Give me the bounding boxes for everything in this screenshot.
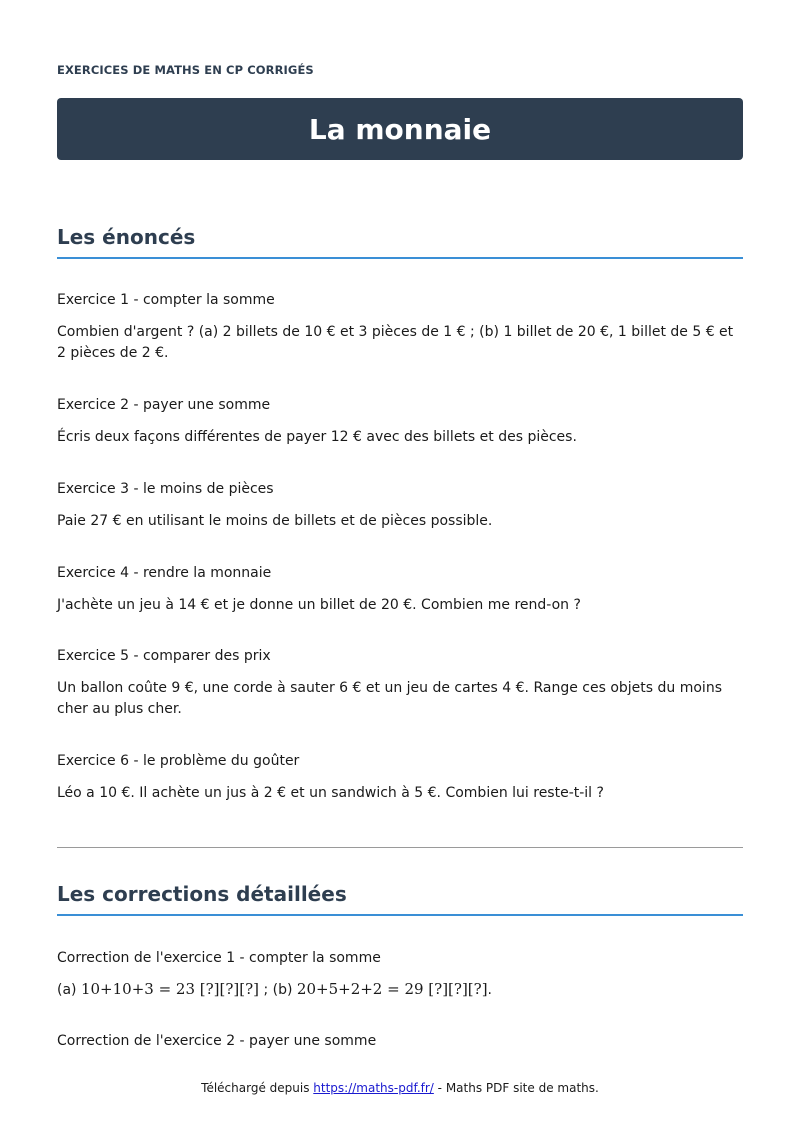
title-banner — [57, 98, 743, 160]
correction-1-math-b: 20+5+2+2 = 29 [?][?][?] — [296, 980, 488, 998]
exercise-4-title: Exercice 4 - rendre la monnaie — [57, 565, 272, 581]
statements-heading: Les énoncés — [57, 225, 743, 259]
correction-1-label-a: (a) — [57, 982, 77, 998]
exercise-2-text: Écris deux façons différentes de payer 12 € avec des billets et des pièces. — [57, 429, 577, 445]
correction-1-separator: ; (b) — [263, 982, 293, 998]
exercise-1-text: Combien d'argent ? (a) 2 billets de 10 € et 3 pièces de 1 € ; (b) 1 billet de 20 €, 1 billet de 5 € et 2 pièces de 2 €. — [57, 324, 734, 361]
exercise-5-title: Exercice 5 - comparer des prix — [57, 648, 271, 664]
page-footer — [0, 1081, 800, 1095]
correction-1-math-a: 10+10+3 = 23 [?][?][?] — [80, 980, 260, 998]
exercise-3-text: Paie 27 € en utilisant le moins de billets et de pièces possible. — [57, 513, 493, 529]
footer-link[interactable]: https://maths-pdf.fr/ — [313, 1081, 434, 1095]
correction-1-title: Correction de l'exercice 1 - compter la somme — [57, 950, 381, 966]
correction-2-title: Correction de l'exercice 2 - payer une somme — [57, 1033, 377, 1049]
correction-1-end: . — [487, 982, 492, 998]
section-divider — [57, 847, 743, 848]
footer-suffix: - Maths PDF site de maths. — [437, 1081, 599, 1095]
exercise-1-title: Exercice 1 - compter la somme — [57, 292, 275, 308]
footer-prefix: Téléchargé depuis — [201, 1081, 310, 1095]
exercise-4-text: J'achète un jeu à 14 € et je donne un billet de 20 €. Combien me rend-on ? — [57, 597, 581, 613]
document-kicker: EXERCICES DE MATHS EN CP CORRIGÉS — [57, 63, 314, 77]
correction-1-text — [57, 979, 743, 1001]
page-title: La monnaie — [308, 112, 492, 146]
exercise-6-title: Exercice 6 - le problème du goûter — [57, 753, 300, 769]
exercise-5-text: Un ballon coûte 9 €, une corde à sauter 6 € et un jeu de cartes 4 €. Range ces objets du moins cher au plus cher. — [57, 680, 722, 717]
exercise-6-text: Léo a 10 €. Il achète un jus à 2 € et un sandwich à 5 €. Combien lui reste-t-il ? — [57, 785, 604, 801]
exercise-3-title: Exercice 3 - le moins de pièces — [57, 481, 274, 497]
corrections-heading: Les corrections détaillées — [57, 882, 743, 916]
exercise-2-title: Exercice 2 - payer une somme — [57, 397, 271, 413]
